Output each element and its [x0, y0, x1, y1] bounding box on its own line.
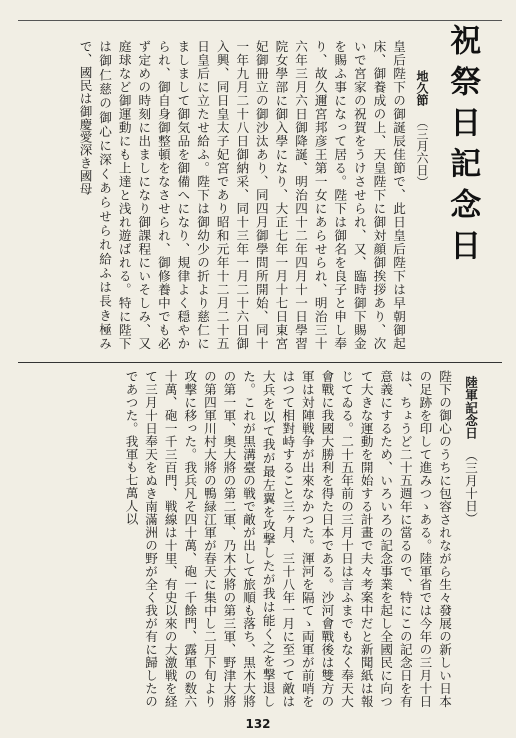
row-divider: [18, 362, 502, 363]
rikugun-heading: 陸軍記念日: [463, 376, 478, 439]
rikugun-body: 陛下の御心のうちに包容されながら生々發展の新しい日本の足跡を印して進みつゝある。陸軍省では今年の三月十日は、ちょうど二十五週年に當るので、特にこの記念日を有意義にするため、いろいろの記念事業を起し全國民に向つて大きな運動を開始する計畫で夫々考案中だと新聞紙は報じてゐる。二十五年前の三月十日は言ふまでもなく奉天大會戰に我國大勝利を得た日本である。沙河會戰後は雙方の軍は対陣戦争が出來なかつた。渾河を隔てゝ両軍が前哨をはつて相對峙すること三ヶ月、三十八年一月に至つて敵は大兵を以て我が最左翼を攻撃したが我は能く之を撃退した。これが黒溝臺の戦で敵が出して旅順も落ち、黒木大將の第一軍、奥大將の第二軍、乃木大將の第三軍、野津大將の第四軍川村大將の鴨緑江軍が春天に集中し二月下旬より攻撃に移った。我兵凡そ四十萬、砲一千餘門、露軍の数六十萬、砲一千三百門、戦線は十里、有史以來の大激戦を経て三月十日奉天をぬき南滿洲の野が全く我が有に歸したのであつた。我軍も七萬人以: [123, 370, 452, 708]
rikugun-label: [463, 376, 476, 525]
page-title: 祝祭日記念日: [444, 24, 481, 270]
page-number: 132: [245, 717, 271, 731]
chikyu-date: （三月六日）: [415, 116, 429, 189]
rikugun-date: （三月十日）: [463, 449, 478, 525]
chikyu-label: [416, 70, 428, 188]
chikyu-heading: 地久節: [415, 70, 429, 106]
chikyu-body: 皇后陛下の御誕辰佳節で、此日皇后陛下は早朝御起床、御養成の上、天皇陛下に御対顔御挨拶あり、次いで宮家の祝賀をうけさせられ、又、臨時御下賜金を賜ふ事になって居る。陛下は御名を良子と申し奉り、故久邇宮邦彦王第一女にあらせられ、明治三十六年三月六日御降誕、明治四十二年四月十一日學習院女學部に御入學になり、大正七年一月十七日東宮妃御冊立の御沙汰あり、同四月御學問所開始、同十一年九月二十八日御納采、同十三年一月二十六日御入興、同日皇太子妃宮であり昭和元年十二月二十五日皇后に立たせ給ふ。陛下は御幼少の折より慈仁にましまして御気品を御備へになり、規律よく穏やかられ、御自身御整頓をなさせられ、御修養中でも必ず定めの時刻に出ましになり御課程にいそしみ、又庭球など御運動にも上達と浅れ遊ばれる。特に陛下は御仁慈の御心に深くあらせられ給ふは長き極みで、國民は御慶愛深き國母: [77, 40, 406, 350]
